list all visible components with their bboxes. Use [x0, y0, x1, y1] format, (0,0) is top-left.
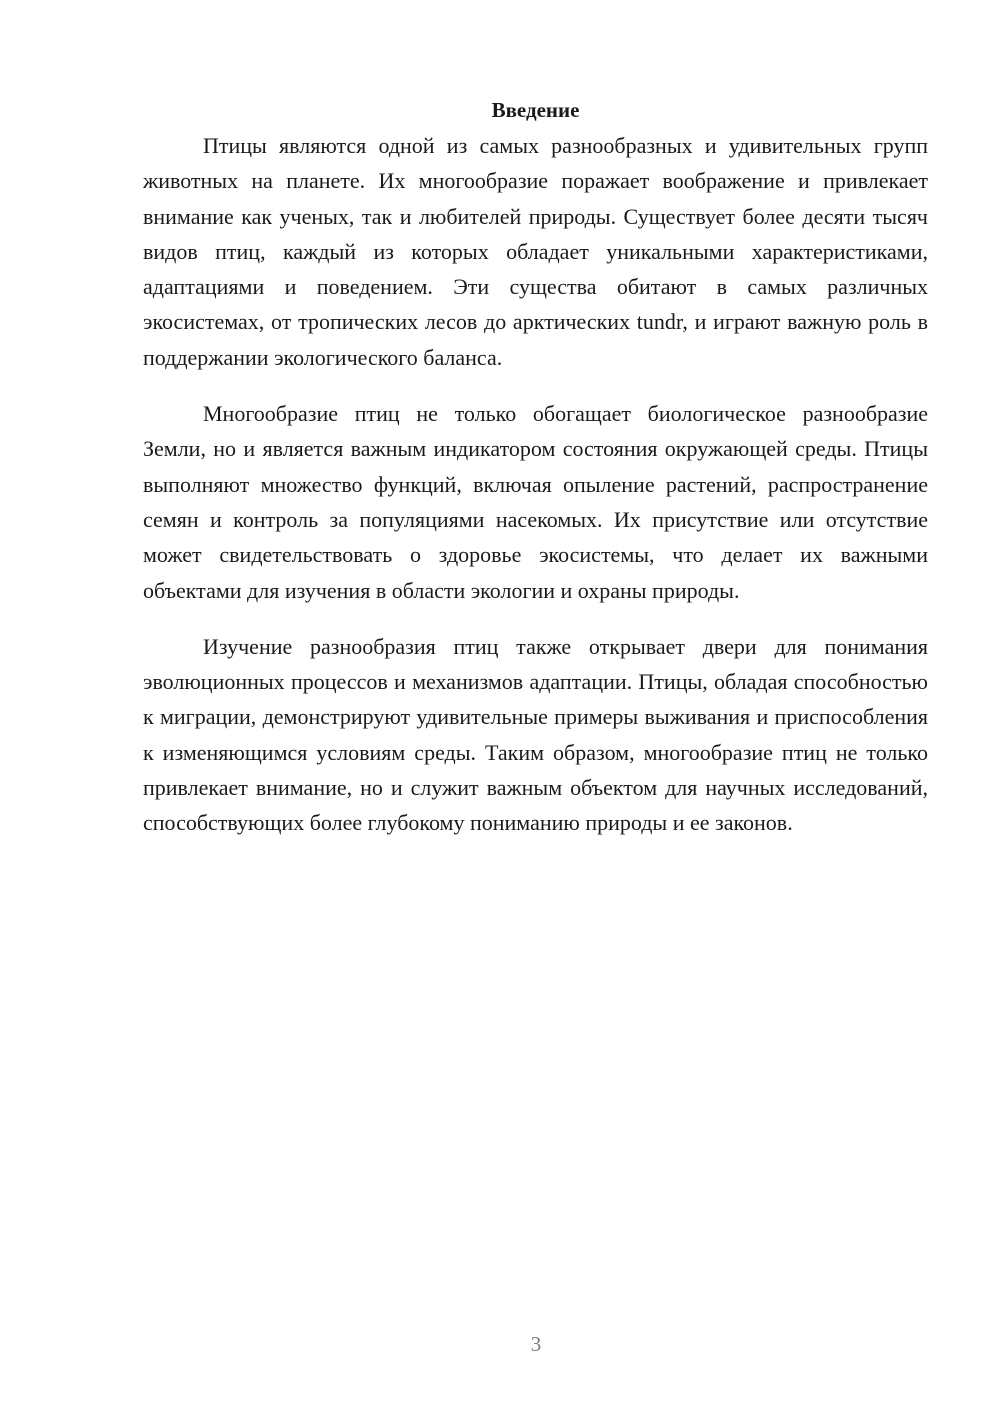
page-number: 3 [530, 1332, 542, 1356]
page-title: Введение [491, 98, 580, 122]
page-content [143, 93, 928, 841]
paragraph-1: Птицы являются одной из самых разнообразных и удивительных групп животных на планете. Их многообразие поражает воображение и привлекает внимание как ученых, так и любителей природы. Существует более десяти тысяч видов птиц, каждый из которых обладает уникальными характеристиками, адаптациями и поведением. Эти существа обитают в самых различных экосистемах, от тропических лесов до арктических tundr, и играют важную роль в поддержании экологического баланса. [143, 133, 928, 370]
paragraph-2: Многообразие птиц не только обогащает биологическое разнообразие Земли, но и является важным индикатором состояния окружающей среды. Птицы выполняют множество функций, включая опыление растений, распространение семян и контроль за популяциями насекомых. Их присутствие или отсутствие может свидетельствовать о здоровье экосистемы, что делает их важными объектами для изучения в области экологии и охраны природы. [143, 401, 928, 603]
paragraph-3: Изучение разнообразия птиц также открывает двери для понимания эволюционных процессов и механизмов адаптации. Птицы, обладая способностью к миграции, демонстрируют удивительные примеры выживания и приспособления к изменяющимся условиям среды. Таким образом, многообразие птиц не только привлекает внимание, но и служит важным объектом для научных исследований, способствующих более глубокому пониманию природы и ее законов. [143, 633, 928, 836]
